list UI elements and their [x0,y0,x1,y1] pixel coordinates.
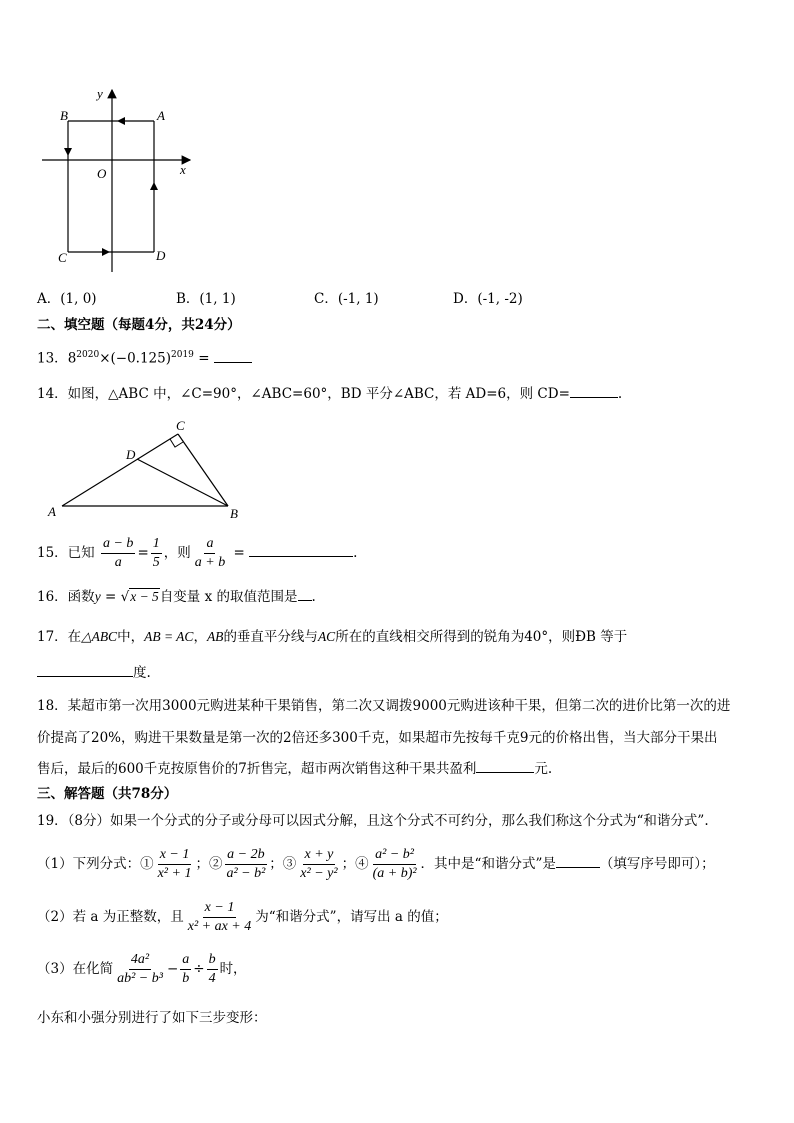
q17-mid1: 中， [117,629,145,645]
q19-p3-divide: ÷ [193,961,205,977]
label-o: O [97,166,107,181]
question-19-part-3 [37,952,247,987]
q19-p1-f1-numerator: x − 1 [158,847,192,865]
q19-p3-post: 时， [219,961,247,977]
q19-p1-end: （填写序号即可）； [599,856,715,872]
q19-p3-minus: − [166,961,179,977]
label-d: D [126,447,136,462]
q17-mid3: 的垂直平分线与 [223,629,318,645]
q13-eq: = [193,350,210,367]
q13-base: 8 [67,350,77,367]
q19-p2-post: 为“和谐分式”，请写出 a 的值； [255,909,448,925]
q19-p1-f4-denominator: (a + b)² [372,866,417,881]
q14-end: . [617,386,623,402]
sqrt-sign: √ [120,589,130,605]
question-16 [37,588,316,606]
q15-eq2: = [229,545,250,561]
q15-f3-numerator: a [204,536,215,554]
q12-option-b: B．(1, 1) [176,291,236,307]
q15-mid: ，则 [163,545,191,561]
bisector-bd [137,459,228,506]
q12-option-c: C．(-1, 1) [314,291,379,307]
q19-p3-f1-numerator: 4a² [129,952,151,970]
q19-p1-answer-blank[interactable] [556,867,600,868]
label-x: x [180,162,186,177]
arrow-up [150,182,158,190]
q17-equation: AB = AC [144,629,194,644]
q17-mid2: ， [193,629,207,645]
question-18-line-1: 18．某超市第一次用3000元购进某种干果销售，第二次又调拨9000元购进该种干果，但第二次的进价比第一次的进 [37,698,731,714]
q13-mid: ×(−0.125) [99,350,171,367]
q16-prefix: 16．函数 [37,589,95,605]
q15-f2-denominator: 5 [152,555,160,570]
q19-p1-fraction-4 [371,847,419,882]
q15-answer-blank[interactable] [249,556,353,557]
question-17-line-2 [37,664,151,682]
q19-p1-f1-denominator: x² + 1 [157,866,192,881]
q15-f1-denominator: a [114,555,122,570]
q12-option-d: D．(-1, -2) [453,291,523,307]
q19-p2-fraction [186,900,254,935]
q19-p1-sep4: ；④ [341,856,369,872]
q19-p1-fraction-1 [156,847,194,882]
q19-p1-prefix: （1）下列分式：① [37,856,154,872]
q19-p3-fraction-2 [180,952,191,987]
coordinate-figure [30,80,210,280]
q18-end: 元. [534,761,553,777]
q13-exp1: 2020 [76,350,100,360]
q15-f3-denominator: a + b [194,555,226,570]
q17-triangle: △ABC [81,629,118,644]
question-19-part-1 [37,847,715,882]
q13-number: 13． [37,350,68,367]
q15-fraction-3 [193,536,227,571]
q19-p1-f3-numerator: x + y [303,847,336,865]
q18-line3-text: 售后，最后的600千克按原售价的7折售完，超市两次销售这种干果共盈利 [37,761,477,777]
question-17 [37,628,627,646]
arrow-right [102,248,110,256]
q17-prefix: 17．在 [37,629,82,645]
q15-prefix: 15．已知 [37,545,95,561]
side-bc [178,434,228,506]
q19-p3-fraction-3 [207,952,218,987]
q17-mid4: 所在的直线相交所得到的锐角为40°，则ÐB 等于 [335,629,628,645]
q19-p1-sep2: ；② [195,856,223,872]
q15-end: . [353,545,358,561]
q19-p2-prefix: （2）若 a 为正整数，且 [37,909,184,925]
question-19-part-2 [37,900,448,935]
question-14 [37,385,622,403]
q19-p1-f3-denominator: x² − y² [300,866,338,881]
q19-p3-prefix: （3）在化简 [37,961,114,977]
q16-answer-blank[interactable] [298,600,312,601]
label-b: B [230,506,238,521]
q19-p1-f2-denominator: a² − b² [226,866,266,881]
q16-radicand: x − 5 [130,589,159,604]
q16-y: y [94,589,101,604]
q14-text: 14．如图，△ABC 中，∠C=90°，∠ABC=60°，BD 平分∠ABC，若 AD=6，则 CD= [37,386,570,402]
section-2-heading: 二、填空题（每题4分，共24分） [37,317,241,333]
arrow-down [64,148,72,156]
q15-f2-numerator: 1 [151,536,162,554]
arrow-left [117,117,125,125]
question-18-line-3 [37,760,552,778]
q19-p1-fraction-2 [224,847,267,882]
label-a: A [48,504,56,519]
label-b: B [60,108,68,123]
triangle-figure [40,415,250,525]
question-19-intro: 19．（8分）如果一个分式的分子或分母可以因式分解，且这个分式不可约分，那么我们称这个分式为“和谐分式”. [37,813,709,829]
question-13 [37,346,252,368]
q16-end: . [311,589,316,605]
label-y: y [97,86,103,101]
q15-fraction-1 [101,536,135,571]
question-18-line-2: 价提高了20%，购进干果数量是第一次的2倍还多300千克，如果超市先按每千克9元的价格出售，当大部分干果出 [37,730,718,746]
section-3-heading: 三、解答题（共78分） [37,786,178,802]
q12-option-a: A．(1, 0) [37,291,97,307]
q16-eq: = [100,589,121,605]
q13-exp2: 2019 [171,350,194,360]
q13-answer-blank[interactable] [214,362,252,363]
question-15 [37,536,357,571]
q16-post: 自变量 x 的取值范围是 [159,589,298,605]
q17-end: 度. [133,665,151,681]
q15-fraction-2 [151,536,162,571]
q15-eq1: = [137,545,149,561]
right-angle-mark [170,439,183,447]
q19-p2-numerator: x − 1 [203,900,237,918]
q19-p1-post: ．其中是“和谐分式”是 [420,856,556,872]
q19-p3-f3-numerator: b [207,952,218,970]
q19-p3-f3-denominator: 4 [208,971,216,986]
q19-p3-f2-denominator: b [182,971,190,986]
question-19-part-3-line-2: 小东和小强分别进行了如下三步变形： [37,1010,267,1026]
q19-p1-f4-numerator: a² − b² [373,847,416,865]
q19-p3-fraction-1 [115,952,165,987]
q18-answer-blank[interactable] [476,772,534,773]
q17-ab: AB [206,629,224,644]
label-d: D [156,248,166,263]
q19-p3-f2-numerator: a [180,952,191,970]
q14-answer-blank[interactable] [570,397,618,398]
label-a: A [157,108,165,123]
label-c: C [58,250,67,265]
q17-ac: AC [317,629,336,644]
q19-p2-denominator: x² + ax + 4 [187,919,252,934]
q19-p1-sep3: ；③ [269,856,297,872]
side-ac [62,434,178,506]
q19-p1-f2-numerator: a − 2b [225,847,266,865]
q17-answer-blank[interactable] [37,676,133,677]
q15-f1-numerator: a − b [101,536,135,554]
q19-p3-f1-denominator: ab² − b³ [117,971,163,986]
label-c: C [176,418,185,433]
q19-p1-fraction-3 [298,847,339,882]
